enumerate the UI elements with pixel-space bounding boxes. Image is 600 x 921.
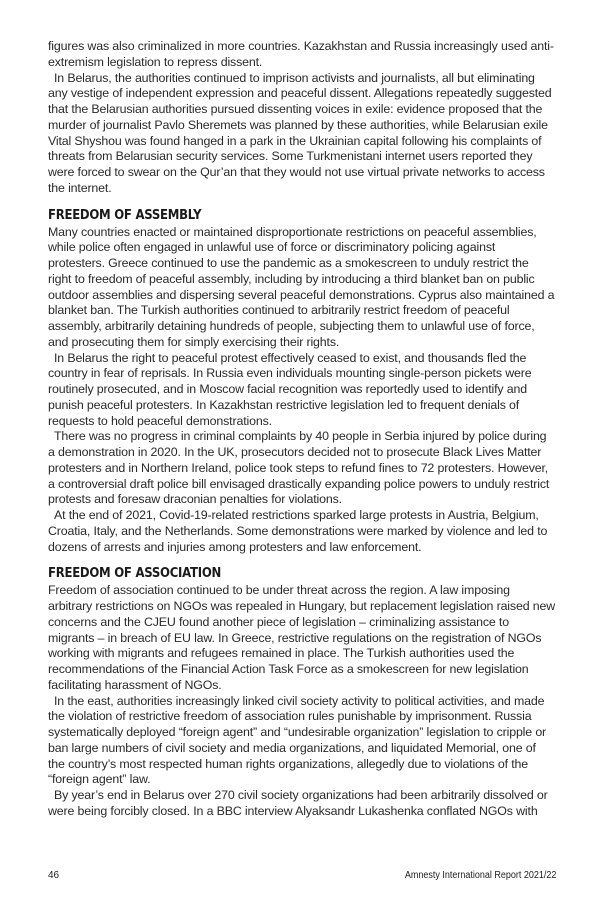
page-number: 46: [48, 870, 60, 881]
text-line: assembly, arbitrarily detaining hundreds of people, subjecting them to unlawful use of force,: [48, 319, 535, 333]
text-line: ban large numbers of civil society and media organizations, and liquidated Memorial, one of: [48, 740, 536, 755]
text-line: while police often engaged in unlawful use of force or discriminatory policing against: [48, 240, 496, 255]
text-line: Freedom of association continued to be under threat across the region. A law imposing: [48, 583, 510, 598]
text-line: facilitating harassment of NGOs.: [48, 677, 222, 692]
text-line: requests to hold peaceful demonstrations.: [48, 413, 272, 428]
text-line: Vital Shyshou was found hanged in a park in the Ukrainian capital following his complaints of: [48, 133, 542, 148]
text-line: a demonstration in 2020. In the UK, prosecutors decided not to prosecute Black Lives Matter: [48, 445, 542, 459]
text-line: recommendations of the Financial Action Task Force as a smokescreen for new legislation: [48, 662, 529, 676]
paragraph: [48, 583, 556, 693]
intro-section: [48, 39, 556, 197]
text-line: figures was also criminalized in more countries. Kazakhstan and Russia increasingly used anti-: [48, 39, 554, 53]
document-page: [48, 39, 556, 820]
text-line: extremism legislation to repress dissent.: [48, 54, 263, 69]
text-line: There was no progress in criminal complaints by 40 people in Serbia injured by police during: [54, 429, 547, 444]
text-line: systematically deployed “foreign agent” and “undesirable organization” legislation to cripple or: [48, 725, 547, 739]
text-line: In Belarus, the authorities continued to imprison activists and journalists, all but eliminating: [54, 70, 535, 85]
text-line: Many countries enacted or maintained disproportionate restrictions on peaceful assemblies,: [48, 224, 537, 239]
text-line: “foreign agent” law.: [48, 772, 151, 787]
text-line: threats from Belarusian security services. Some Turkmenistani internet users reported they: [48, 149, 533, 164]
text-line: routinely prosecuted, and in Moscow facial recognition was reportedly used to identify and: [48, 382, 527, 396]
text-line: murder of journalist Pavlo Sheremets was planned by these authorities, while Belarusian exile: [48, 117, 548, 132]
text-line: In Belarus the right to peaceful protest effectively ceased to exist, and thousands fled the: [54, 350, 527, 365]
text-line: Croatia, Italy, and the Netherlands. Some demonstrations were marked by violence and led to: [48, 523, 548, 538]
text-line: a controversial draft police bill envisaged drastically expanding police powers to unduly restrict: [48, 476, 550, 491]
paragraph: [48, 39, 556, 71]
text-line: country in fear of reprisals. In Russia even individuals mounting single-person pickets were: [48, 366, 532, 381]
text-line: the country’s most respected human rights organizations, allegedly due to violations of the: [48, 756, 528, 771]
text-line: were forced to swear on the Qur’an that they would not use virtual private networks to access: [48, 165, 545, 179]
text-line: At the end of 2021, Covid-19-related restrictions sparked large protests in Austria, Belgium,: [54, 508, 539, 522]
section-heading-freedom-of-association: FREEDOM OF ASSOCIATION: [48, 565, 222, 582]
page-footer: [48, 870, 556, 884]
assembly-section: [48, 225, 556, 556]
paragraph: [48, 788, 556, 820]
publication-title: Amnesty International Report 2021/22: [404, 870, 556, 881]
paragraph: [48, 71, 556, 197]
text-line: any vestige of independent expression and peaceful dissent. Allegations repeatedly suggested: [48, 86, 552, 101]
text-line: In the east, authorities increasingly linked civil society activity to political activities, and made: [54, 693, 545, 708]
section-heading-freedom-of-assembly: FREEDOM OF ASSEMBLY: [48, 206, 202, 223]
association-section: [48, 583, 556, 819]
text-line: protests and foresaw draconian penalties for violations.: [48, 492, 342, 507]
paragraph: [48, 351, 556, 430]
text-line: dozens of arrests and injuries among protesters and law enforcement.: [48, 539, 422, 554]
text-line: outdoor assemblies and dispersing several peaceful demonstrations. Cyprus also maintained a: [48, 287, 555, 302]
text-line: protesters. Greece continued to use the pandemic as a smokescreen to unduly restrict the: [48, 256, 529, 270]
text-line: By year’s end in Belarus over 270 civil society organizations had been arbitrarily dissolved or: [54, 788, 548, 802]
text-line: blanket ban. The Turkish authorities continued to arbitrarily restrict freedom of peaceful: [48, 303, 510, 318]
text-line: punish peaceful protesters. In Kazakhstan restrictive legislation led to frequent denials of: [48, 397, 520, 412]
text-line: concerns and the CJEU found another piece of legislation – criminalizing assistance to: [48, 614, 509, 629]
paragraph: [48, 694, 556, 789]
text-line: protesters and in Northern Ireland, police took steps to refund fines to 72 protesters. However,: [48, 460, 549, 475]
text-line: and prosecuting them for simply exercising their rights.: [48, 334, 340, 349]
text-line: the violation of restrictive freedom of association rules punishable by imprisonment. Russia: [48, 709, 532, 724]
text-line: the internet.: [48, 180, 112, 195]
paragraph: [48, 225, 556, 351]
text-line: that the Belarusian authorities pursued dissenting voices in exile: evidence proposed that the: [48, 102, 543, 116]
text-line: migrants – in breach of EU law. In Greece, restrictive regulations on the registration of NGOs: [48, 630, 542, 645]
paragraph: [48, 429, 556, 508]
text-line: working with migrants and refugees remained in place. The Turkish authorities used the: [48, 646, 515, 661]
text-line: arbitrary restrictions on NGOs was repealed in Hungary, but replacement legislation raised new: [48, 599, 556, 613]
text-line: right to freedom of peaceful assembly, including by introducing a third blanket ban on public: [48, 271, 535, 286]
text-line: were being forcibly closed. In a BBC interview Alyaksandr Lukashenka conflated NGOs with: [48, 803, 538, 818]
paragraph: [48, 508, 556, 555]
